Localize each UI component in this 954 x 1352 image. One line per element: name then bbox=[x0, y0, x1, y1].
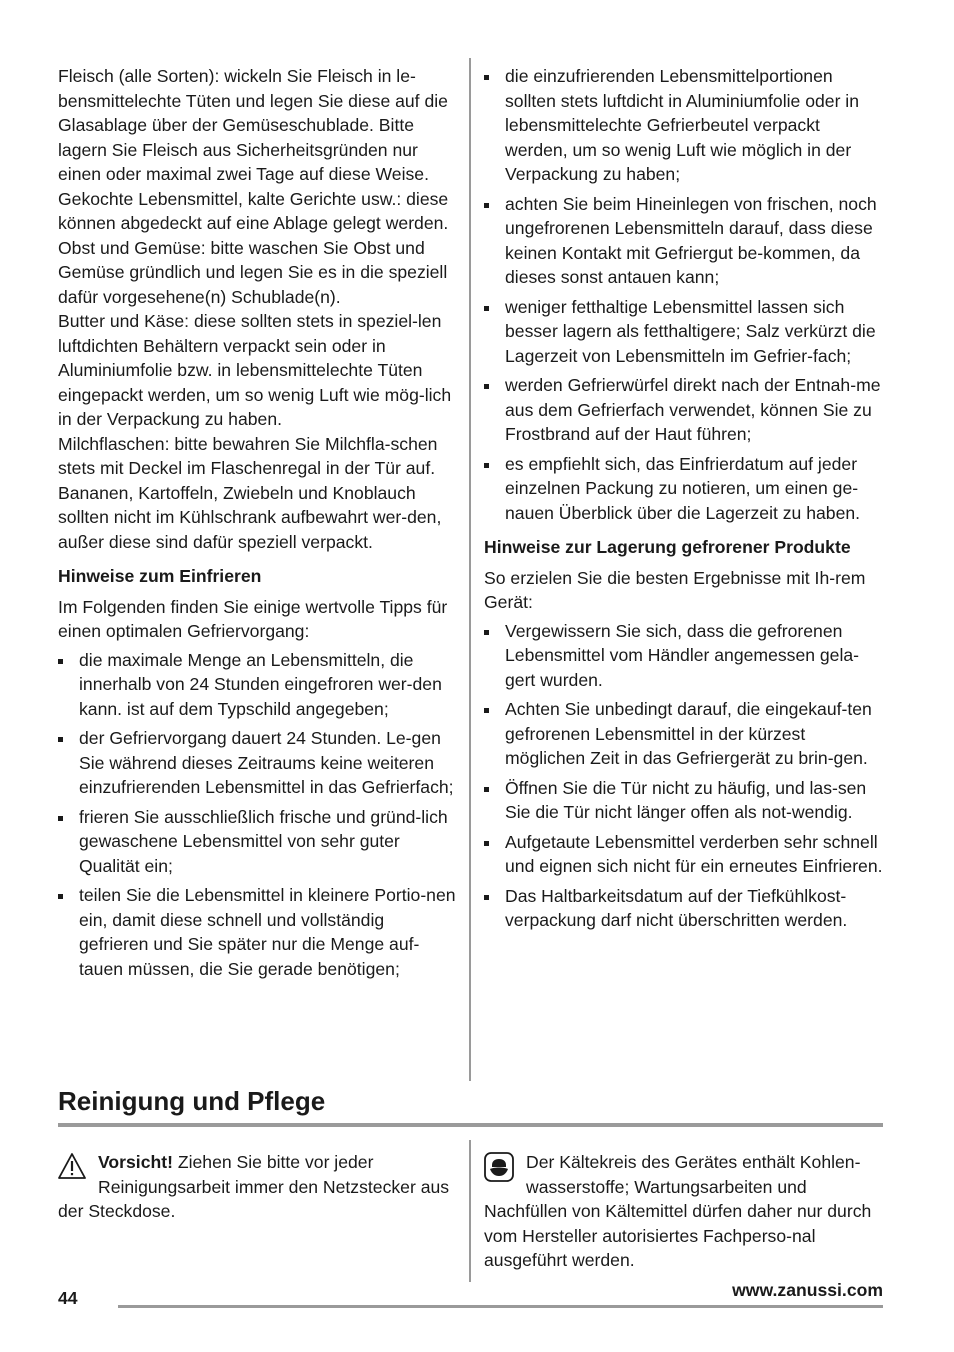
bullet-icon bbox=[484, 708, 489, 713]
refrigerant-text: Der Kältekreis des Gerätes enthält Kohlen-wasserstoffe; Wartungsarbeiten und Nachfüllen von Kältemittel dürfen daher nur durch vom Hersteller autorisiertes Fachperso-nal ausgeführt werden. bbox=[484, 1152, 872, 1270]
bullet-icon bbox=[484, 787, 489, 792]
list-item: Das Haltbarkeitsdatum auf der Tiefkühlkost-verpackung darf nicht überschritten werden. bbox=[484, 884, 884, 933]
cooked-food-paragraph: Gekochte Lebensmittel, kalte Gerichte usw.: diese können abgedeckt auf eine Ablage gelegt werden. bbox=[58, 188, 449, 233]
bullet-icon bbox=[484, 203, 489, 208]
page-number: 44 bbox=[58, 1288, 78, 1308]
right-column bbox=[484, 64, 884, 938]
bullet-icon bbox=[484, 841, 489, 846]
bullet-icon bbox=[484, 463, 489, 468]
bullet-icon bbox=[484, 895, 489, 900]
list-item: der Gefriervorgang dauert 24 Stunden. Le-gen Sie während dieses Zeitraums keine weiteren einzufrierenden Lebensmittel in das Gefrierfach; bbox=[58, 726, 458, 800]
refrigerant-note bbox=[484, 1150, 884, 1273]
list-item: Aufgetaute Lebensmittel verderben sehr schnell und eignen sich nicht für ein erneutes Einfrieren. bbox=[484, 830, 884, 879]
section-rule bbox=[58, 1123, 883, 1127]
freezing-intro: Im Folgenden finden Sie einige wertvolle Tipps für einen optimalen Gefriervorgang: bbox=[58, 596, 448, 641]
left-column bbox=[58, 64, 458, 986]
list-item: teilen Sie die Lebensmittel in kleinere Portio-nen ein, damit diese schnell und vollständig gefrieren und Sie später nur die Menge auf-tauen müssen, die Sie gerade benötigen; bbox=[58, 883, 458, 981]
bullet-icon bbox=[484, 384, 489, 389]
fruit-vegetables-paragraph: Obst und Gemüse: bitte waschen Sie Obst und Gemüse gründlich und legen Sie es in die speziell dafür vorgesehene(n) Schublade(n). bbox=[58, 237, 448, 307]
freezing-tips-list bbox=[58, 648, 458, 982]
bullet-icon bbox=[484, 306, 489, 311]
list-item: frieren Sie ausschließlich frische und gründ-lich gewaschene Lebensmittel von sehr guter Qualität ein; bbox=[58, 805, 458, 879]
list-item: Vergewissern Sie sich, dass die gefrorenen Lebensmittel vom Händler angemessen gela-gert wurden. bbox=[484, 619, 884, 693]
butter-cheese-paragraph: Butter und Käse: diese sollten stets in speziel-len luftdichten Behältern verpackt sein oder in Aluminiumfolie bzw. in lebensmittelechte Tüten eingepackt werden, um so wenig Luft wie mög-lich in der Verpackung zu haben. bbox=[58, 311, 452, 429]
list-item: Öffnen Sie die Tür nicht zu häufig, und las-sen Sie die Tür nicht länger offen als not-wendig. bbox=[484, 776, 884, 825]
environment-icon bbox=[484, 1152, 514, 1182]
freezing-tips-continued-list bbox=[484, 64, 884, 525]
storage-intro: So erzielen Sie die besten Ergebnisse mit Ih-rem Gerät: bbox=[484, 567, 866, 612]
section-title: Reinigung und Pflege bbox=[58, 1086, 326, 1116]
bullet-icon bbox=[58, 894, 63, 899]
milk-bottles-paragraph: Milchflaschen: bitte bewahren Sie Milchfla-schen stets mit Deckel im Flaschenregal in der Tür auf. bbox=[58, 433, 438, 478]
meat-paragraph: Fleisch (alle Sorten): wickeln Sie Fleisch in le-bensmittelechte Tüten und legen Sie diese auf die Glasablage über der Gemüseschublade. Bitte lagern Sie Fleisch aus Sicherheitsgründen nur einen oder maximal zwei Tage auf diese Weise. bbox=[58, 66, 448, 184]
caution-label: Vorsicht! bbox=[98, 1152, 173, 1172]
bullet-icon bbox=[58, 659, 63, 664]
storage-heading: Hinweise zur Lagerung gefrorener Produkte bbox=[484, 537, 851, 557]
list-item: die maximale Menge an Lebensmitteln, die innerhalb von 24 Stunden eingefroren wer-den kann. ist auf dem Typschild angegeben; bbox=[58, 648, 458, 722]
site-url[interactable]: www.zanussi.com bbox=[732, 1280, 883, 1300]
storage-tips-list bbox=[484, 619, 884, 933]
list-item: weniger fetthaltige Lebensmittel lassen sich besser lagern als fetthaltigere; Salz verkürzt die Lagerzeit von Lebensmitteln im Gefrier-fach; bbox=[484, 295, 884, 369]
freezing-heading: Hinweise zum Einfrieren bbox=[58, 566, 262, 586]
list-item: die einzufrierenden Lebensmittelportionen sollten stets luftdicht in Aluminiumfolie oder in lebensmittelechte Gefrierbeutel verpackt werden, um so wenig Luft wie möglich in der Verpackung zu haben; bbox=[484, 64, 884, 187]
list-item: es empfiehlt sich, das Einfrierdatum auf jeder einzelnen Packung zu notieren, um einen ge-nauen Überblick über die Lagerzeit zu haben. bbox=[484, 452, 884, 526]
caution-note bbox=[58, 1150, 458, 1224]
bullet-icon bbox=[58, 737, 63, 742]
bullet-icon bbox=[58, 816, 63, 821]
warning-triangle-icon bbox=[58, 1152, 86, 1180]
list-item: werden Gefrierwürfel direkt nach der Entnah-me aus dem Gefrierfach verwendet, können Sie zu Frostbrand auf der Haut führen; bbox=[484, 373, 884, 447]
footer-rule bbox=[118, 1305, 883, 1308]
column-divider bbox=[469, 58, 471, 1081]
bananas-paragraph: Bananen, Kartoffeln, Zwiebeln und Knoblauch sollten nicht im Kühlschrank aufbewahrt wer-den, außer diese sind dafür speziell verpackt. bbox=[58, 482, 442, 552]
list-item: Achten Sie unbedingt darauf, die eingekauf-ten gefrorenen Lebensmittel in der kürzest möglichen Zeit in das Gefriergerät zu brin-gen. bbox=[484, 697, 884, 771]
bullet-icon bbox=[484, 630, 489, 635]
bullet-icon bbox=[484, 75, 489, 80]
section-column-divider bbox=[469, 1140, 471, 1282]
list-item: achten Sie beim Hineinlegen von frischen, noch ungefrorenen Lebensmitteln darauf, dass diese keinen Kontakt mit Gefriergut be-kommen, da dieses sonst antauen kann; bbox=[484, 192, 884, 290]
caution-text: Ziehen Sie bitte vor jeder Reinigungsarbeit immer den Netzstecker aus der Steckdose. bbox=[58, 1152, 450, 1221]
